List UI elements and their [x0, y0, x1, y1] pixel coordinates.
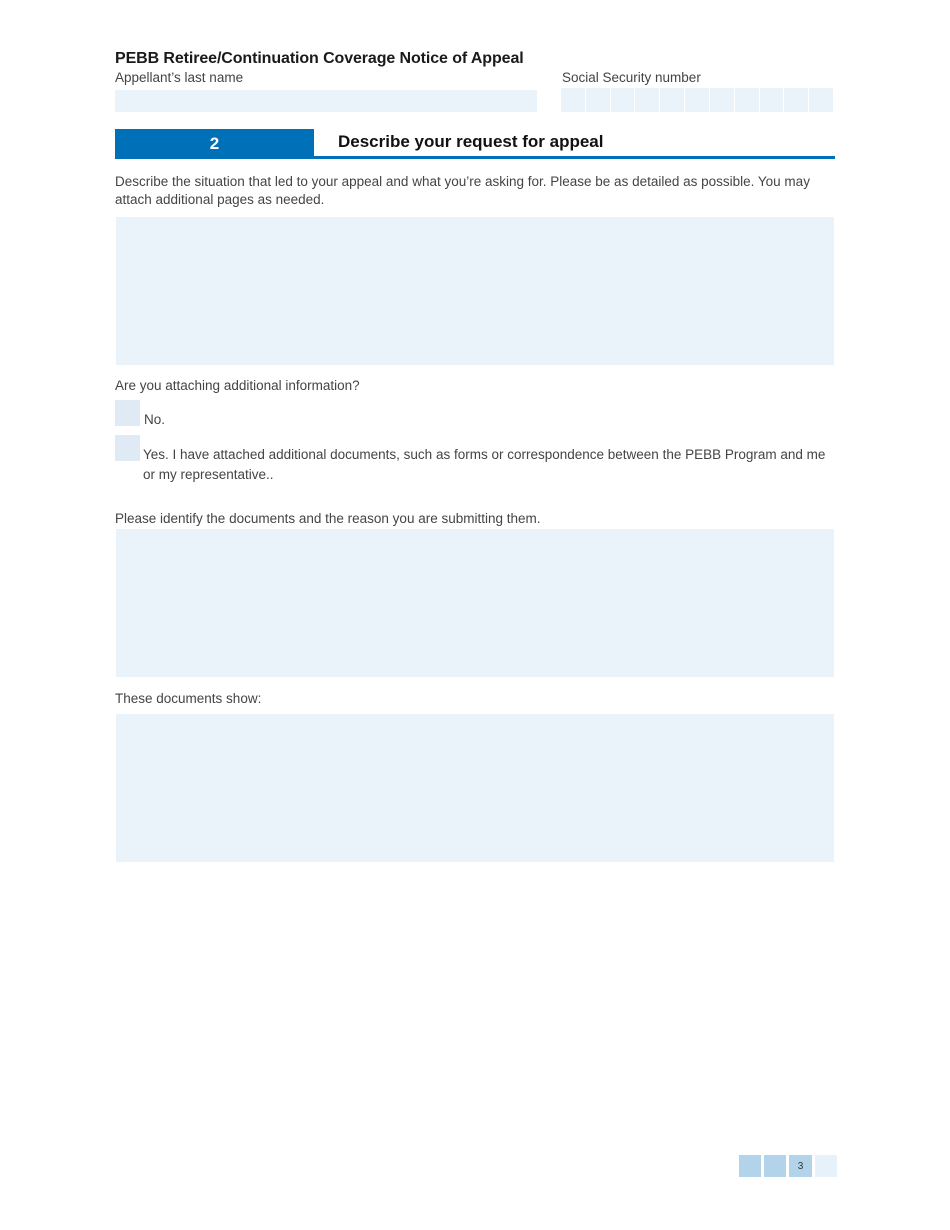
- attach-no-label: No.: [144, 412, 166, 427]
- ssn-digit-box[interactable]: [710, 88, 735, 112]
- last-name-field[interactable]: [115, 90, 537, 112]
- ssn-digit-box[interactable]: [809, 88, 833, 112]
- section-divider: [314, 156, 835, 159]
- ssn-digit-box[interactable]: [635, 88, 660, 112]
- ssn-digit-box[interactable]: [760, 88, 785, 112]
- attach-yes-label: Yes. I have attached additional documents, such as forms or correspondence between the PEBB Program and me or my representative..: [143, 447, 826, 482]
- page-tab: [739, 1155, 761, 1177]
- section-number: 2: [115, 129, 314, 159]
- ssn-digit-box[interactable]: [611, 88, 636, 112]
- identify-textarea[interactable]: [116, 529, 834, 677]
- documents-show-textarea[interactable]: [116, 714, 834, 862]
- form-title: PEBB Retiree/Continuation Coverage Notice of Appeal: [115, 50, 524, 67]
- ssn-label: Social Security number: [562, 70, 701, 85]
- ssn-digit-box[interactable]: [685, 88, 710, 112]
- attach-no-checkbox[interactable]: [115, 400, 140, 426]
- page-tabs: [739, 1155, 837, 1177]
- ssn-digit-box[interactable]: [561, 88, 586, 112]
- page-tab: [764, 1155, 786, 1177]
- describe-textarea[interactable]: [116, 217, 834, 365]
- ssn-digit-box[interactable]: [784, 88, 809, 112]
- page-tab: [815, 1155, 837, 1177]
- attach-yes-checkbox[interactable]: [115, 435, 140, 461]
- last-name-label: Appellant’s last name: [115, 70, 244, 85]
- describe-instructions: Describe the situation that led to your appeal and what you’re asking for. Please be as detailed as possible. You may attach additional pages as needed.: [115, 174, 810, 207]
- attach-question: Are you attaching additional information?: [115, 378, 360, 393]
- identify-label: Please identify the documents and the reason you are submitting them.: [115, 511, 541, 526]
- ssn-digit-box[interactable]: [735, 88, 760, 112]
- section-title: Describe your request for appeal: [338, 132, 604, 151]
- ssn-digit-box[interactable]: [586, 88, 611, 112]
- ssn-field: [561, 88, 833, 112]
- page-number: 3: [789, 1155, 812, 1177]
- documents-show-label: These documents show:: [115, 691, 262, 706]
- ssn-digit-box[interactable]: [660, 88, 685, 112]
